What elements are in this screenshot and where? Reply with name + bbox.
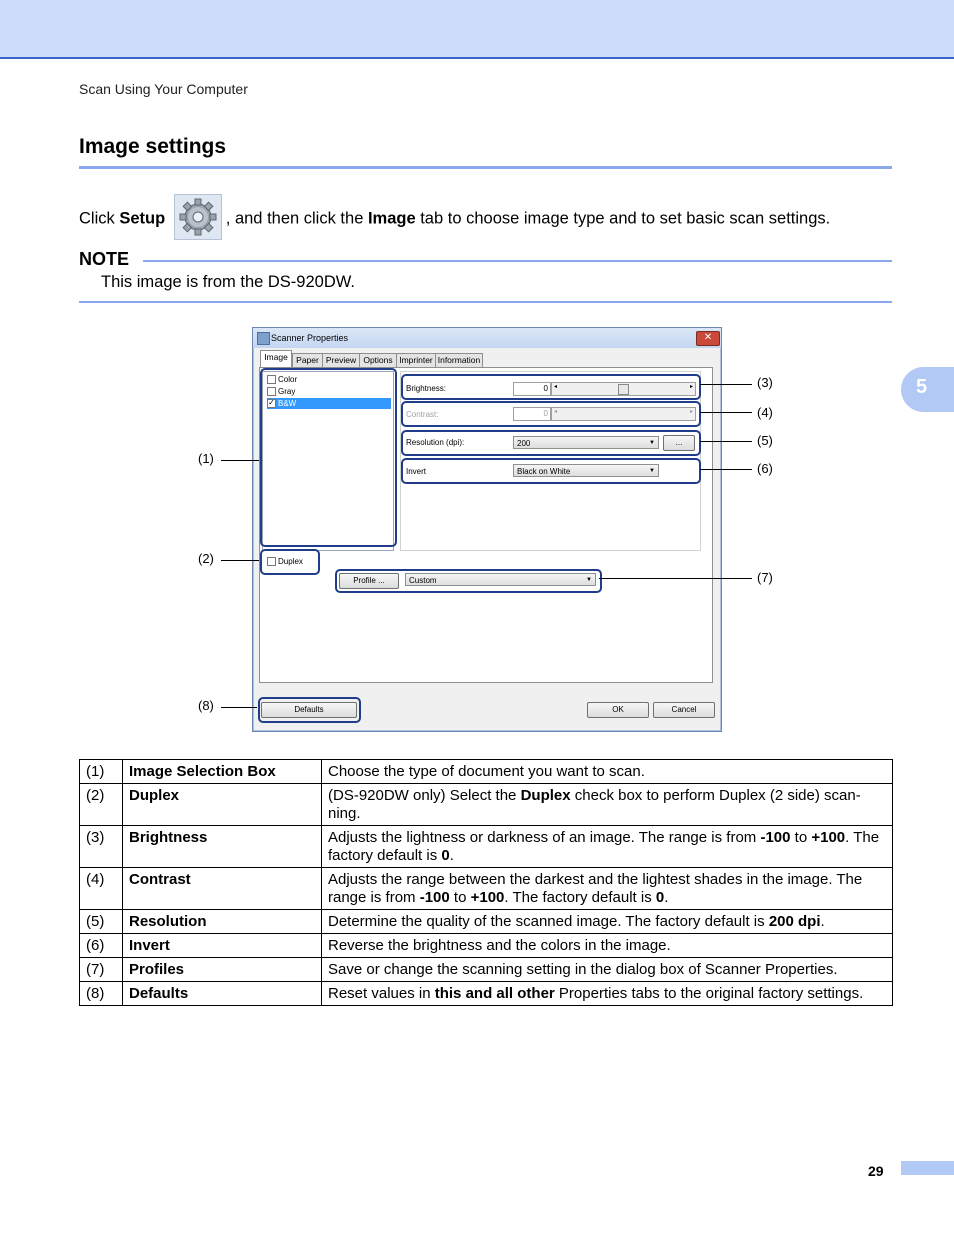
note-text: This image is from the DS-920DW. bbox=[101, 273, 355, 291]
highlight-6 bbox=[401, 458, 701, 484]
profile-button[interactable]: Profile ... bbox=[339, 573, 399, 589]
breadcrumb: Scan Using Your Computer bbox=[79, 81, 248, 97]
invert-select[interactable]: Black on White ▼ bbox=[513, 464, 659, 477]
tab-image[interactable]: Image bbox=[260, 350, 292, 368]
setting-name: Profiles bbox=[123, 958, 322, 982]
resolution-select[interactable]: 200 ▼ bbox=[513, 436, 659, 449]
scanner-icon bbox=[257, 332, 270, 345]
setting-name: Contrast bbox=[123, 868, 322, 910]
close-button[interactable]: ✕ bbox=[696, 331, 720, 346]
right-arrow-icon[interactable]: ▸ bbox=[689, 409, 693, 415]
row-number: (2) bbox=[80, 784, 123, 826]
row-number: (3) bbox=[80, 826, 123, 868]
table-row bbox=[80, 784, 893, 826]
right-arrow-icon[interactable]: ▸ bbox=[689, 384, 693, 390]
setting-description: Reverse the brightness and the colors in the image. bbox=[322, 934, 893, 958]
resolution-label: Resolution (dpi): bbox=[406, 438, 465, 447]
row-number: (4) bbox=[80, 868, 123, 910]
ok-button[interactable]: OK bbox=[587, 702, 649, 718]
setting-description: Choose the type of document you want to scan. bbox=[322, 760, 893, 784]
checkbox-checked[interactable]: ✓ bbox=[268, 398, 275, 408]
section-title: Image settings bbox=[79, 135, 227, 158]
callout-line-5 bbox=[700, 441, 752, 442]
page-number-bar bbox=[901, 1161, 954, 1175]
callout-4: (4) bbox=[757, 405, 773, 420]
setting-description: Adjusts the range between the darkest and the lightest shades in the image. The range is from -100 to +100. The factory default is 0. bbox=[322, 868, 893, 910]
brightness-value[interactable]: 0 bbox=[513, 382, 551, 396]
row-number: (1) bbox=[80, 760, 123, 784]
contrast-value[interactable]: 0 bbox=[513, 407, 551, 421]
callout-2: (2) bbox=[198, 551, 214, 566]
table-row bbox=[80, 826, 893, 868]
note-bottom-rule bbox=[79, 301, 892, 303]
callout-1: (1) bbox=[198, 451, 214, 466]
dropdown-arrow-icon: ▼ bbox=[649, 468, 655, 474]
row-number: (6) bbox=[80, 934, 123, 958]
note-title: NOTE bbox=[79, 249, 130, 269]
tab-paper[interactable]: Paper bbox=[292, 353, 323, 367]
tab-options[interactable]: Options bbox=[359, 353, 397, 367]
callout-line-8 bbox=[221, 707, 257, 708]
left-arrow-icon[interactable]: ◂ bbox=[554, 384, 558, 390]
highlight-7 bbox=[335, 569, 602, 593]
setting-name: Resolution bbox=[123, 910, 322, 934]
setting-name: Invert bbox=[123, 934, 322, 958]
highlight-2 bbox=[260, 549, 320, 575]
resolution-more-button[interactable]: ... bbox=[663, 435, 695, 451]
tab-information[interactable]: Information bbox=[435, 353, 483, 367]
setting-name: Brightness bbox=[123, 826, 322, 868]
intro-paragraph: Click Setup , and then click the Image tab to choose image type and to set basic scan settings. bbox=[79, 196, 830, 242]
row-number: (8) bbox=[80, 982, 123, 1006]
settings-table bbox=[79, 759, 893, 1006]
callout-line-4 bbox=[700, 412, 752, 413]
row-number: (7) bbox=[80, 958, 123, 982]
header-band bbox=[0, 0, 954, 59]
list-item-bw[interactable]: ✓ B&W bbox=[267, 398, 391, 409]
note-rule bbox=[143, 260, 892, 262]
highlight-8 bbox=[258, 697, 361, 723]
cancel-button[interactable]: Cancel bbox=[653, 702, 715, 718]
callout-line-1 bbox=[221, 460, 259, 461]
row-number: (5) bbox=[80, 910, 123, 934]
table-row bbox=[80, 760, 893, 784]
setting-name: Duplex bbox=[123, 784, 322, 826]
dialog-titlebar bbox=[253, 328, 721, 348]
title-rule bbox=[79, 166, 892, 169]
dialog-title: Scanner Properties bbox=[271, 333, 349, 343]
table-row bbox=[80, 868, 893, 910]
defaults-button[interactable]: Defaults bbox=[261, 702, 357, 718]
duplex-checkbox[interactable]: Duplex bbox=[267, 557, 303, 566]
callout-5: (5) bbox=[757, 433, 773, 448]
setting-name: Defaults bbox=[123, 982, 322, 1006]
callout-line-2 bbox=[221, 560, 259, 561]
dropdown-arrow-icon: ▼ bbox=[649, 440, 655, 446]
invert-label: Invert bbox=[406, 467, 427, 476]
callout-8: (8) bbox=[198, 698, 214, 713]
highlight-5 bbox=[401, 430, 701, 456]
callout-7: (7) bbox=[757, 570, 773, 585]
profile-select[interactable]: Custom ▼ bbox=[405, 573, 596, 586]
setting-description: Reset values in this and all other Properties tabs to the original factory settings. bbox=[322, 982, 893, 1006]
callout-line-3 bbox=[700, 384, 752, 385]
highlight-1 bbox=[260, 368, 397, 547]
list-item-color[interactable]: Color bbox=[267, 374, 297, 385]
contrast-label: Contrast: bbox=[406, 410, 439, 419]
list-item-gray[interactable]: Gray bbox=[267, 386, 295, 397]
table-row bbox=[80, 982, 893, 1006]
setting-description: Determine the quality of the scanned image. The factory default is 200 dpi. bbox=[322, 910, 893, 934]
chapter-tab: 5 bbox=[901, 367, 954, 412]
table-row bbox=[80, 934, 893, 958]
setting-description: Save or change the scanning setting in the dialog box of Scanner Properties. bbox=[322, 958, 893, 982]
callout-3: (3) bbox=[757, 375, 773, 390]
scanner-properties-dialog bbox=[252, 327, 722, 732]
tab-preview[interactable]: Preview bbox=[322, 353, 360, 367]
setting-description: (DS-920DW only) Select the Duplex check box to perform Duplex (2 side) scan-ning. bbox=[322, 784, 893, 826]
highlight-4 bbox=[401, 401, 701, 427]
callout-line-7 bbox=[599, 578, 752, 579]
callout-line-6 bbox=[700, 469, 752, 470]
setup-gear-icon bbox=[174, 194, 222, 240]
highlight-3 bbox=[401, 374, 701, 400]
left-arrow-icon[interactable]: ◂ bbox=[554, 409, 558, 415]
dropdown-arrow-icon: ▼ bbox=[586, 577, 592, 583]
page-number: 29 bbox=[868, 1163, 884, 1179]
setting-name: Image Selection Box bbox=[123, 760, 322, 784]
tab-imprinter[interactable]: Imprinter bbox=[396, 353, 436, 367]
table-row bbox=[80, 958, 893, 982]
setting-description: Adjusts the lightness or darkness of an image. The range is from -100 to +100. The factory default is 0. bbox=[322, 826, 893, 868]
callout-6: (6) bbox=[757, 461, 773, 476]
brightness-label: Brightness: bbox=[406, 384, 447, 393]
table-row bbox=[80, 910, 893, 934]
